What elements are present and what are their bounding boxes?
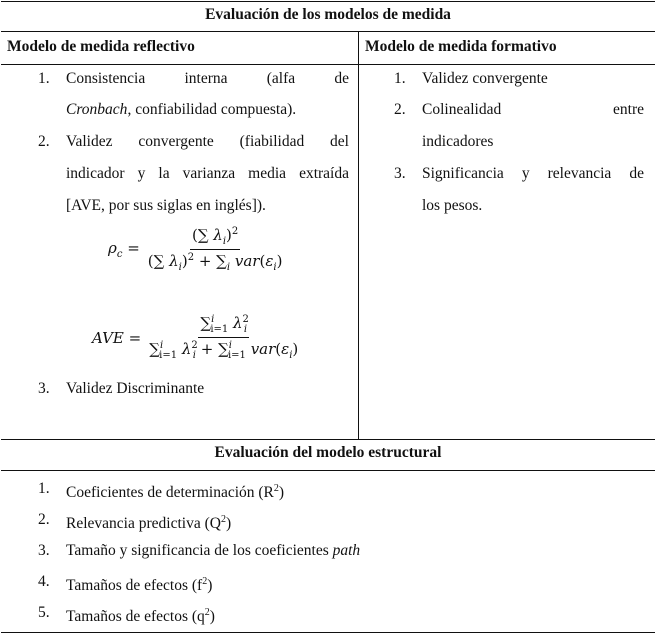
formula-lhs: $\rho_c$ = xyxy=(108,239,140,260)
list-item-text: Consistencia interna (alfa de xyxy=(66,70,349,87)
list-item-number: 2. xyxy=(394,101,406,118)
composite-reliability-formula xyxy=(108,226,284,273)
reflective-header: Modelo de medida reflectivo xyxy=(7,38,195,55)
list-item-text: Significancia y relevancia de xyxy=(422,165,644,182)
list-item-text: Validez Discriminante xyxy=(66,380,205,397)
list-item-text: Validez convergente (fiabilidad del xyxy=(66,133,349,150)
formula-fraction xyxy=(147,314,300,361)
structural-list: 1. Coeficientes de determinación $(R^2)$ 2. Relevancia predictiva $(Q^2)$ 3. Tamaño y significancia de los coeficientes path 4. Tamaños de efectos $(f^2)$ 5. Tamaños de efectos $(q^2)$ xyxy=(38,480,361,626)
formula-denominator: ∑$^i_{i=1}$ $\lambda^2_i + \sum^i_{i=1}$ $var(\varepsilon_i)$ xyxy=(149,340,299,361)
formative-header: Modelo de medida formativo xyxy=(365,38,557,55)
formula-lhs: AVE = xyxy=(92,328,142,347)
ave-formula xyxy=(92,314,300,361)
list-item-text: Cronbach, confiabilidad compuesta). xyxy=(66,101,297,118)
list-item-text: indicadores xyxy=(422,133,494,150)
formula-denominator: (∑ $\lambda_i)^2 + \sum_i$ $var(\varepsilon_i)$ xyxy=(147,252,283,273)
list-item-text: Colinealidad entre xyxy=(422,101,644,118)
list-item-text: indicador y la varianza media extraída xyxy=(66,165,349,182)
section-rule xyxy=(1,439,655,440)
list-item-number: 1. xyxy=(394,70,406,87)
list-item-number: 3. xyxy=(38,380,50,397)
list-item-text: [AVE, por sus siglas en inglés]). xyxy=(66,197,266,214)
cronbach-emphasis: Cronbach xyxy=(66,101,128,118)
structural-title-rule xyxy=(1,470,655,471)
top-rule xyxy=(1,1,655,2)
table-title: Evaluación de los modelos de medida xyxy=(205,6,451,23)
formula-numerator: ∑$^i_{i=1}$ $\lambda^2_i$ xyxy=(198,314,249,338)
list-item-text: Validez convergente xyxy=(422,70,548,87)
list-item-number: 3. xyxy=(394,165,406,182)
list-item-number: 1. xyxy=(38,70,50,87)
title-rule xyxy=(1,31,655,32)
column-divider xyxy=(358,32,359,439)
list-item-number: 2. xyxy=(38,133,50,150)
header-rule xyxy=(1,64,655,65)
formula-fraction xyxy=(146,226,285,273)
structural-title: Evaluación del modelo estructural xyxy=(214,444,442,461)
list-item-text: los pesos. xyxy=(422,197,483,214)
formula-numerator: (∑ $\lambda_i)^2$ xyxy=(190,226,240,250)
